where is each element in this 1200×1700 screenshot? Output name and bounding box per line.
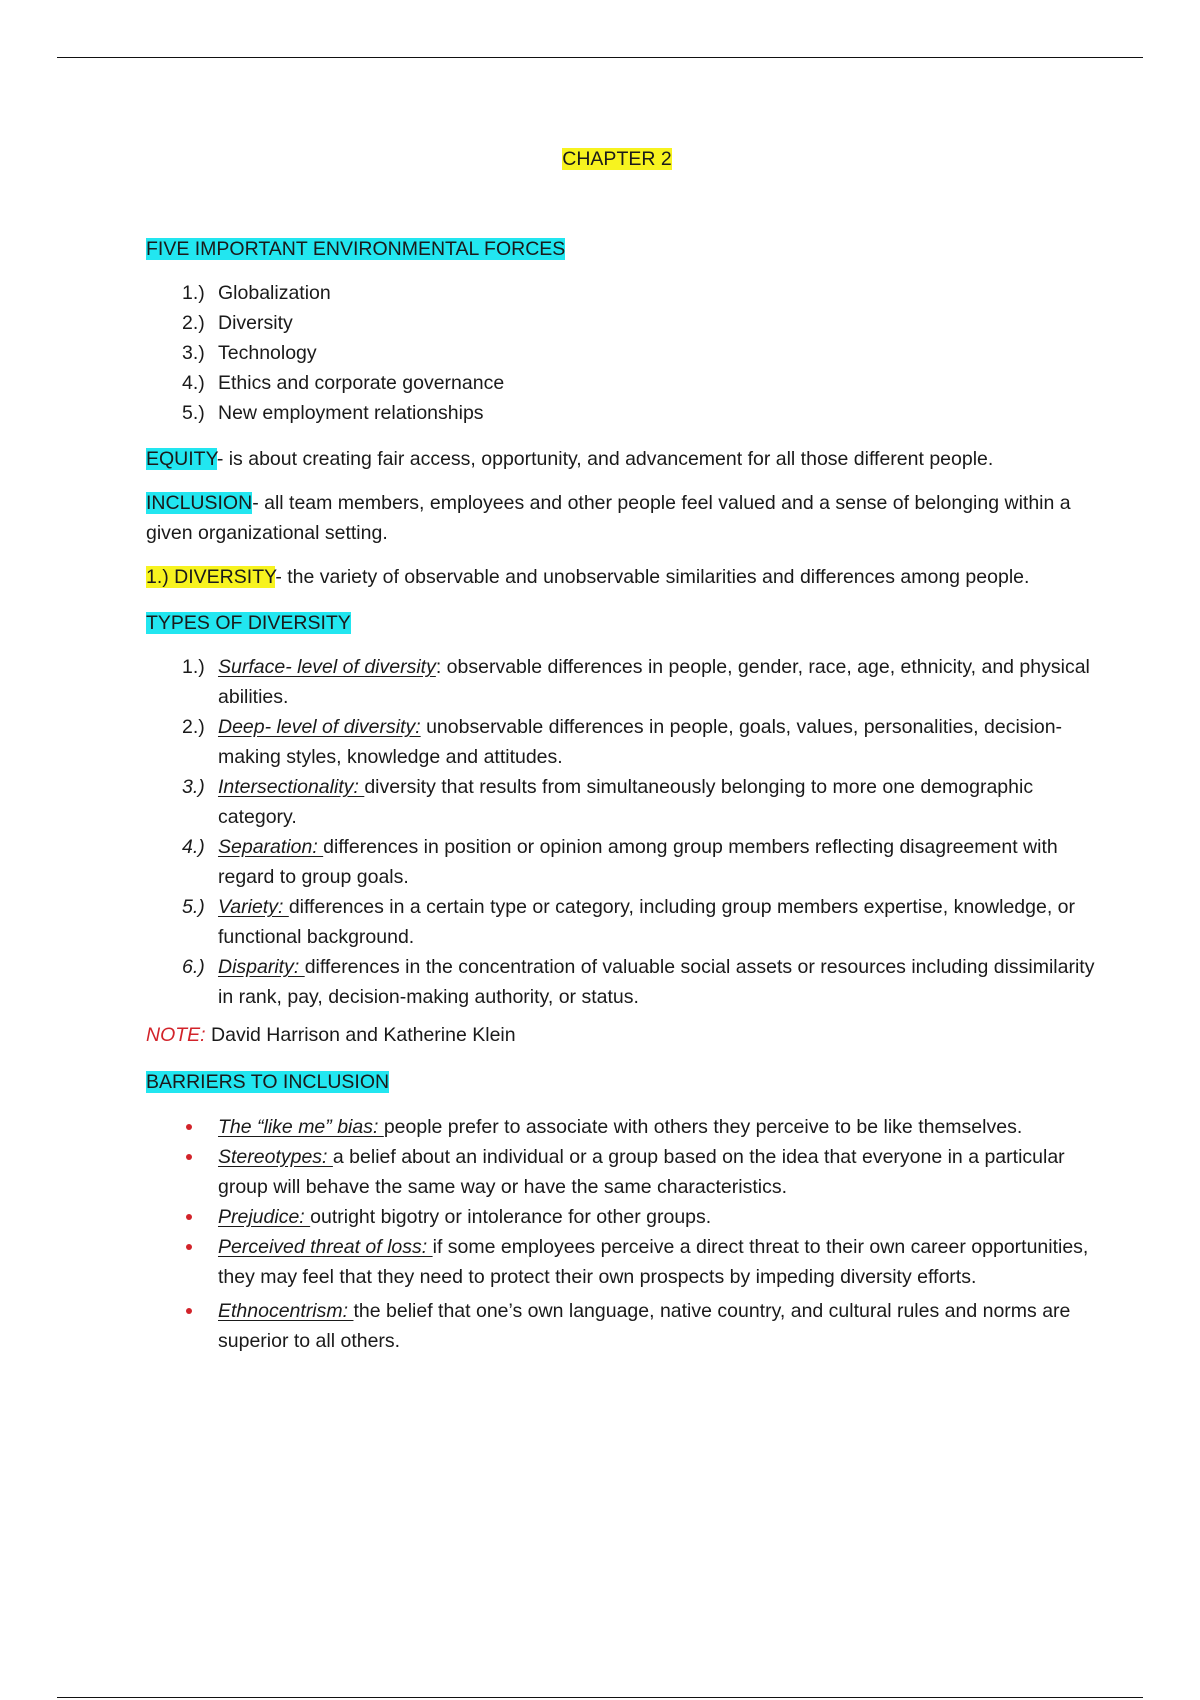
list-item: Stereotypes: a belief about an individual or a group based on the idea that everyone in a particular group will behave the same way or have the same characteristics. <box>146 1142 1096 1202</box>
chapter-title: CHAPTER 2 <box>562 148 672 170</box>
note: NOTE: David Harrison and Katherine Klein <box>146 1024 516 1046</box>
top-rule <box>57 57 1143 58</box>
list-item: 2.) Diversity <box>182 312 293 334</box>
barriers-heading: BARRIERS TO INCLUSION <box>146 1071 390 1093</box>
bullet-icon <box>186 1154 192 1160</box>
forces-heading: FIVE IMPORTANT ENVIRONMENTAL FORCES <box>146 238 566 260</box>
list-item: Ethnocentrism: the belief that one’s own language, native country, and cultural rules and norms are superior to all others. <box>146 1296 1096 1356</box>
list-item: 5.) New employment relationships <box>182 402 484 424</box>
list-item: 4.) Ethics and corporate governance <box>182 372 505 394</box>
bullet-icon <box>186 1308 192 1314</box>
types-heading: TYPES OF DIVERSITY <box>146 612 351 634</box>
list-item: 1.) Surface- level of diversity: observable differences in people, gender, race, age, ethnicity, and physical abilities. <box>182 656 1090 708</box>
list-item: 4.) Separation: differences in position or opinion among group members reflecting disagreement with regard to group goals. <box>182 836 1058 888</box>
list-item: 6.) Disparity: differences in the concentration of valuable social assets or resources including dissimilarity in rank, pay, decision-making authority, or status. <box>182 956 1095 1008</box>
bullet-icon <box>186 1214 192 1220</box>
list-item: Perceived threat of loss: if some employees perceive a direct threat to their own career opportunities, they may feel that they need to protect their own prospects by impeding diversity efforts. <box>146 1232 1096 1292</box>
list-item: 5.) Variety: differences in a certain type or category, including group members expertise, knowledge, or functional background. <box>182 896 1076 948</box>
list-item: 2.) Deep- level of diversity: unobservable differences in people, goals, values, personalities, decision-making styles, knowledge and attitudes. <box>182 716 1063 768</box>
forces-list <box>146 278 1096 428</box>
diversity-definition: 1.) DIVERSITY- the variety of observable and unobservable similarities and differences among people. <box>146 566 1030 588</box>
equity-definition: EQUITY- is about creating fair access, opportunity, and advancement for all those different people. <box>146 448 994 470</box>
inclusion-definition: INCLUSION- all team members, employees and other people feel valued and a sense of belonging within a given organizational setting. <box>146 492 1071 544</box>
bottom-rule <box>57 1697 1143 1698</box>
list-item: Prejudice: outright bigotry or intolerance for other groups. <box>146 1202 1096 1232</box>
list-item: 3.) Technology <box>182 342 317 364</box>
list-item: 1.) Globalization <box>182 282 331 304</box>
barriers-list <box>146 1112 1096 1356</box>
types-list <box>146 652 1096 1012</box>
bullet-icon <box>186 1244 192 1250</box>
list-item: 3.) Intersectionality: diversity that results from simultaneously belonging to more one demographic category. <box>182 776 1034 828</box>
bullet-icon <box>186 1124 192 1130</box>
list-item: The “like me” bias: people prefer to associate with others they perceive to be like themselves. <box>146 1112 1096 1142</box>
